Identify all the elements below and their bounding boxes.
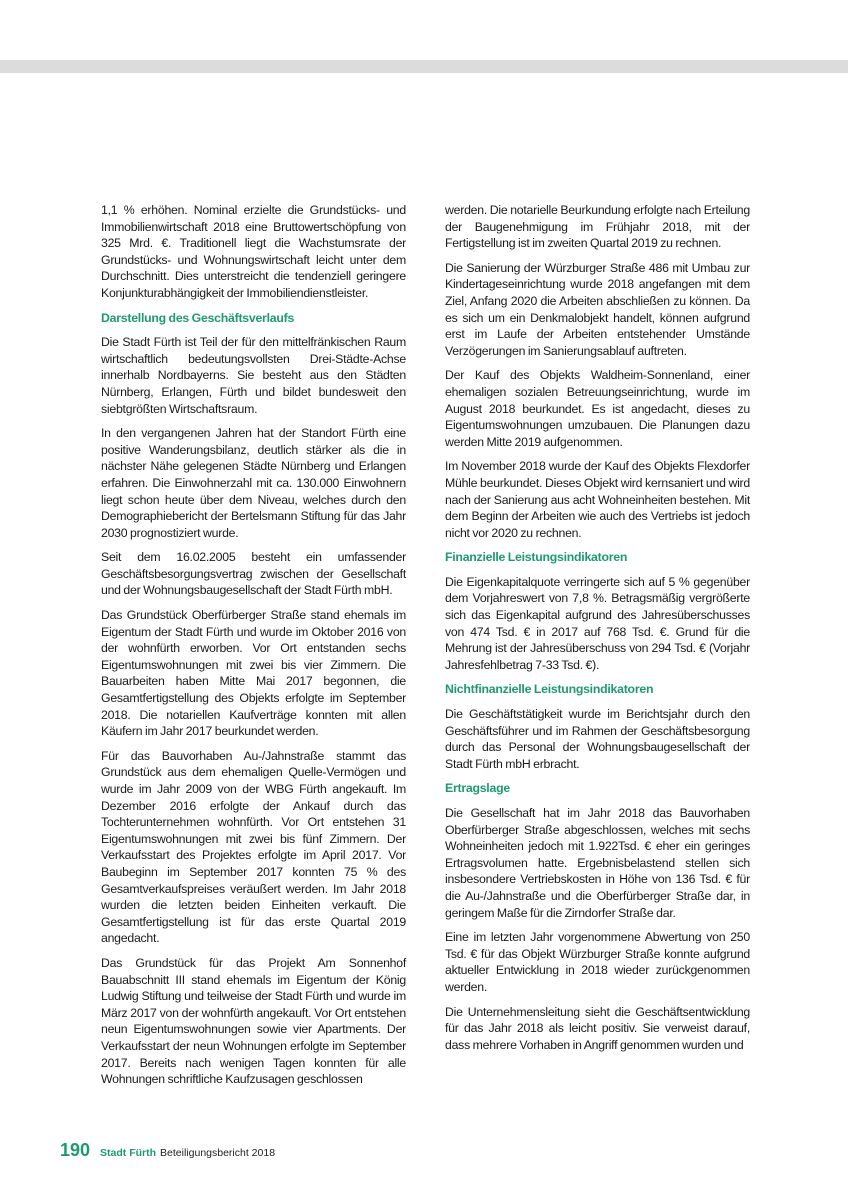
page-footer <box>60 1140 275 1161</box>
section-heading: Finanzielle Leistungsindikatoren <box>445 550 628 565</box>
paragraph: Im November 2018 wurde der Kauf des Objekts Flexdorfer Mühle beurkundet. Dieses Objekt wird kernsaniert und wird nach der Sanierung aus acht Wohneinheiten bestehen. Mit dem Beginn der Arbeiten wie auch des Vertriebs ist jedoch nicht vor 2020 zu rechnen. <box>445 459 750 540</box>
paragraph: Für das Bauvorhaben Au-/Jahnstraße stammt das Grundstück aus dem ehemaligen Quelle-Vermögen und wurde im Jahr 2009 von der WBG Fürth angekauft. Im Dezember 2016 erfolgte der Ankauf durch das Tochterunternehmen wohnfürth. Vor Ort entstehen 31 Eigentumswohnungen mit zwei bis fünf Zimmern. Der Verkaufsstart des Projektes erfolgte im April 2017. Vor Baubeginn im September 2017 konnten 75 % des Gesamtverkaufspreises veräußert werden. Im Jahr 2018 wurden die letzten beiden Einheiten verkauft. Die Gesamtfertigstellung ist für das erste Quartal 2019 angedacht. <box>101 748 406 946</box>
footer-brand: Stadt Fürth <box>100 1147 157 1159</box>
paragraph: Das Grundstück für das Projekt Am Sonnenhof Bauabschnitt III stand ehemals im Eigentum der König Ludwig Stiftung und teilweise der Stadt Fürth und wurde im März 2017 von der wohnfürth angekauft. Vor Ort entstehen neun Eigentumswohnungen sowie vier Apartments. Der Verkaufsstart der neun Wohnungen erfolgte im September 2017. Bereits nach wenigen Tagen konnten für alle Wohnungen schriftliche Kaufzusagen geschlossen <box>101 955 406 1087</box>
paragraph: Der Kauf des Objekts Waldheim-Sonnenland, einer ehemaligen sozialen Betreuungseinrichtung, wurde im August 2018 beurkundet. Es ist angedacht, dieses zu Eigentumswohnungen umzubauen. Die Planungen dazu werden Mitte 2019 aufgenommen. <box>445 368 750 449</box>
right-column <box>445 202 750 1061</box>
paragraph: Eine im letzten Jahr vorgenommene Abwertung von 250 Tsd. € für das Objekt Würzburger Straße konnte aufgrund aktueller Entwicklung in 2018 wieder zurückgenommen werden. <box>445 930 750 994</box>
paragraph: Die Eigenkapitalquote verringerte sich auf 5 % gegenüber dem Vorjahreswert von 7,8 %. Betragsmäßig vergrößerte sich das Eigenkapital aufgrund des Jahresüberschusses von 474 Tsd. € in 2017 auf 768 Tsd. €. Grund für die Mehrung ist der Jahresüberschuss von 294 Tsd. € (Vorjahr Jahresfehlbetrag 7-33 Tsd. €). <box>445 574 750 672</box>
section-heading: Nichtfinanzielle Leistungsindikatoren <box>445 682 654 697</box>
paragraph: Das Grundstück Oberfürberger Straße stand ehemals im Eigentum der Stadt Fürth und wurde im Oktober 2016 von der wohnfürth erworben. Vor Ort entstanden sechs Eigentumswohnungen mit zwei bis vier Zimmern. Die Bauarbeiten haben Mitte Mai 2017 begonnen, die Gesamtfertigstellung des Objekts erfolgte im September 2018. Die notariellen Kaufverträge konnten mit allen Käufern im Jahr 2017 beurkundet werden. <box>101 608 406 739</box>
section-heading: Ertragslage <box>445 781 510 796</box>
page-number: 190 <box>60 1140 91 1160</box>
paragraph: Die Gesellschaft hat im Jahr 2018 das Bauvorhaben Oberfürberger Straße abgeschlossen, welches mit sechs Wohneinheiten jedoch mit 1.922Tsd. € eher ein geringes Ertragsvolumen hatte. Ergebnisbelastend stellen sich insbesondere Vertriebskosten in Höhe von 136 Tsd. € für die Au-/Jahnstraße und die Oberfürberger Straße dar, in geringem Maße für die Zirndorfer Straße dar. <box>445 806 750 920</box>
paragraph: Die Stadt Fürth ist Teil der für den mittelfränkischen Raum wirtschaftlich bedeutungsvollsten Drei-Städte-Achse innerhalb Nordbayerns. Sie besteht aus den Städten Nürnberg, Erlangen, Fürth und bildet bundesweit den siebtgrößten Wirtschaftsraum. <box>101 335 406 416</box>
paragraph: 1,1 % erhöhen. Nominal erzielte die Grundstücks- und Immobilienwirtschaft 2018 eine Bruttowertschöpfung von 325 Mrd. €. Traditionell liegt die Wachstumsrate der Grundstücks- und Wohnungswirtschaft leicht unter dem Durchschnitt. Dies unterstreicht die tendenziell geringere Konjunkturabhängigkeit der Immobiliendienstleister. <box>101 203 406 300</box>
top-band <box>0 60 848 73</box>
paragraph: Die Geschäftstätigkeit wurde im Berichtsjahr durch den Geschäftsführer und im Rahmen der Geschäftsbesorgung durch das Personal der Wohnungsbaugesellschaft der Stadt Fürth mbH erbracht. <box>445 707 750 771</box>
paragraph: werden. Die notarielle Beurkundung erfolgte nach Erteilung der Baugenehmigung im Frühjahr 2018, mit der Fertigstellung ist im zweiten Quartal 2019 zu rechnen. <box>445 203 750 251</box>
section-heading: Darstellung des Geschäftsverlaufs <box>101 310 295 325</box>
paragraph: In den vergangenen Jahren hat der Standort Fürth eine positive Wanderungsbilanz, deutlich stärker als die in nächster Nähe gelegenen Städte Nürnberg und Erlangen erfahren. Die Einwohnerzahl mit ca. 130.000 Einwohnern liegt schon heute über dem Niveau, welches durch den Demographiebericht der Bertelsmann Stiftung für das Jahr 2030 prognostiziert wurde. <box>101 426 406 540</box>
paragraph: Die Unternehmensleitung sieht die Geschäftsentwicklung für das Jahr 2018 als leicht positiv. Sie verweist darauf, dass mehrere Vorhaben in Angriff genommen wurden und <box>445 1004 750 1052</box>
footer-title: Beteiligungsbericht 2018 <box>160 1147 276 1159</box>
paragraph: Seit dem 16.02.2005 besteht ein umfassender Geschäftsbesorgungsvertrag zwischen der Gesellschaft und der Wohnungsbaugesellschaft der Stadt Fürth mbH. <box>101 550 406 598</box>
left-column <box>101 202 406 1096</box>
paragraph: Die Sanierung der Würzburger Straße 486 mit Umbau zur Kindertageseinrichtung wurde 2018 angefangen mit dem Ziel, Anfang 2020 die Arbeiten abschließen zu können. Da es sich um ein Denkmalobjekt handelt, können aufgrund erst im Laufe der Arbeiten entstehender Umstände Verzögerungen im Sanierungsablauf auftreten. <box>445 260 750 358</box>
